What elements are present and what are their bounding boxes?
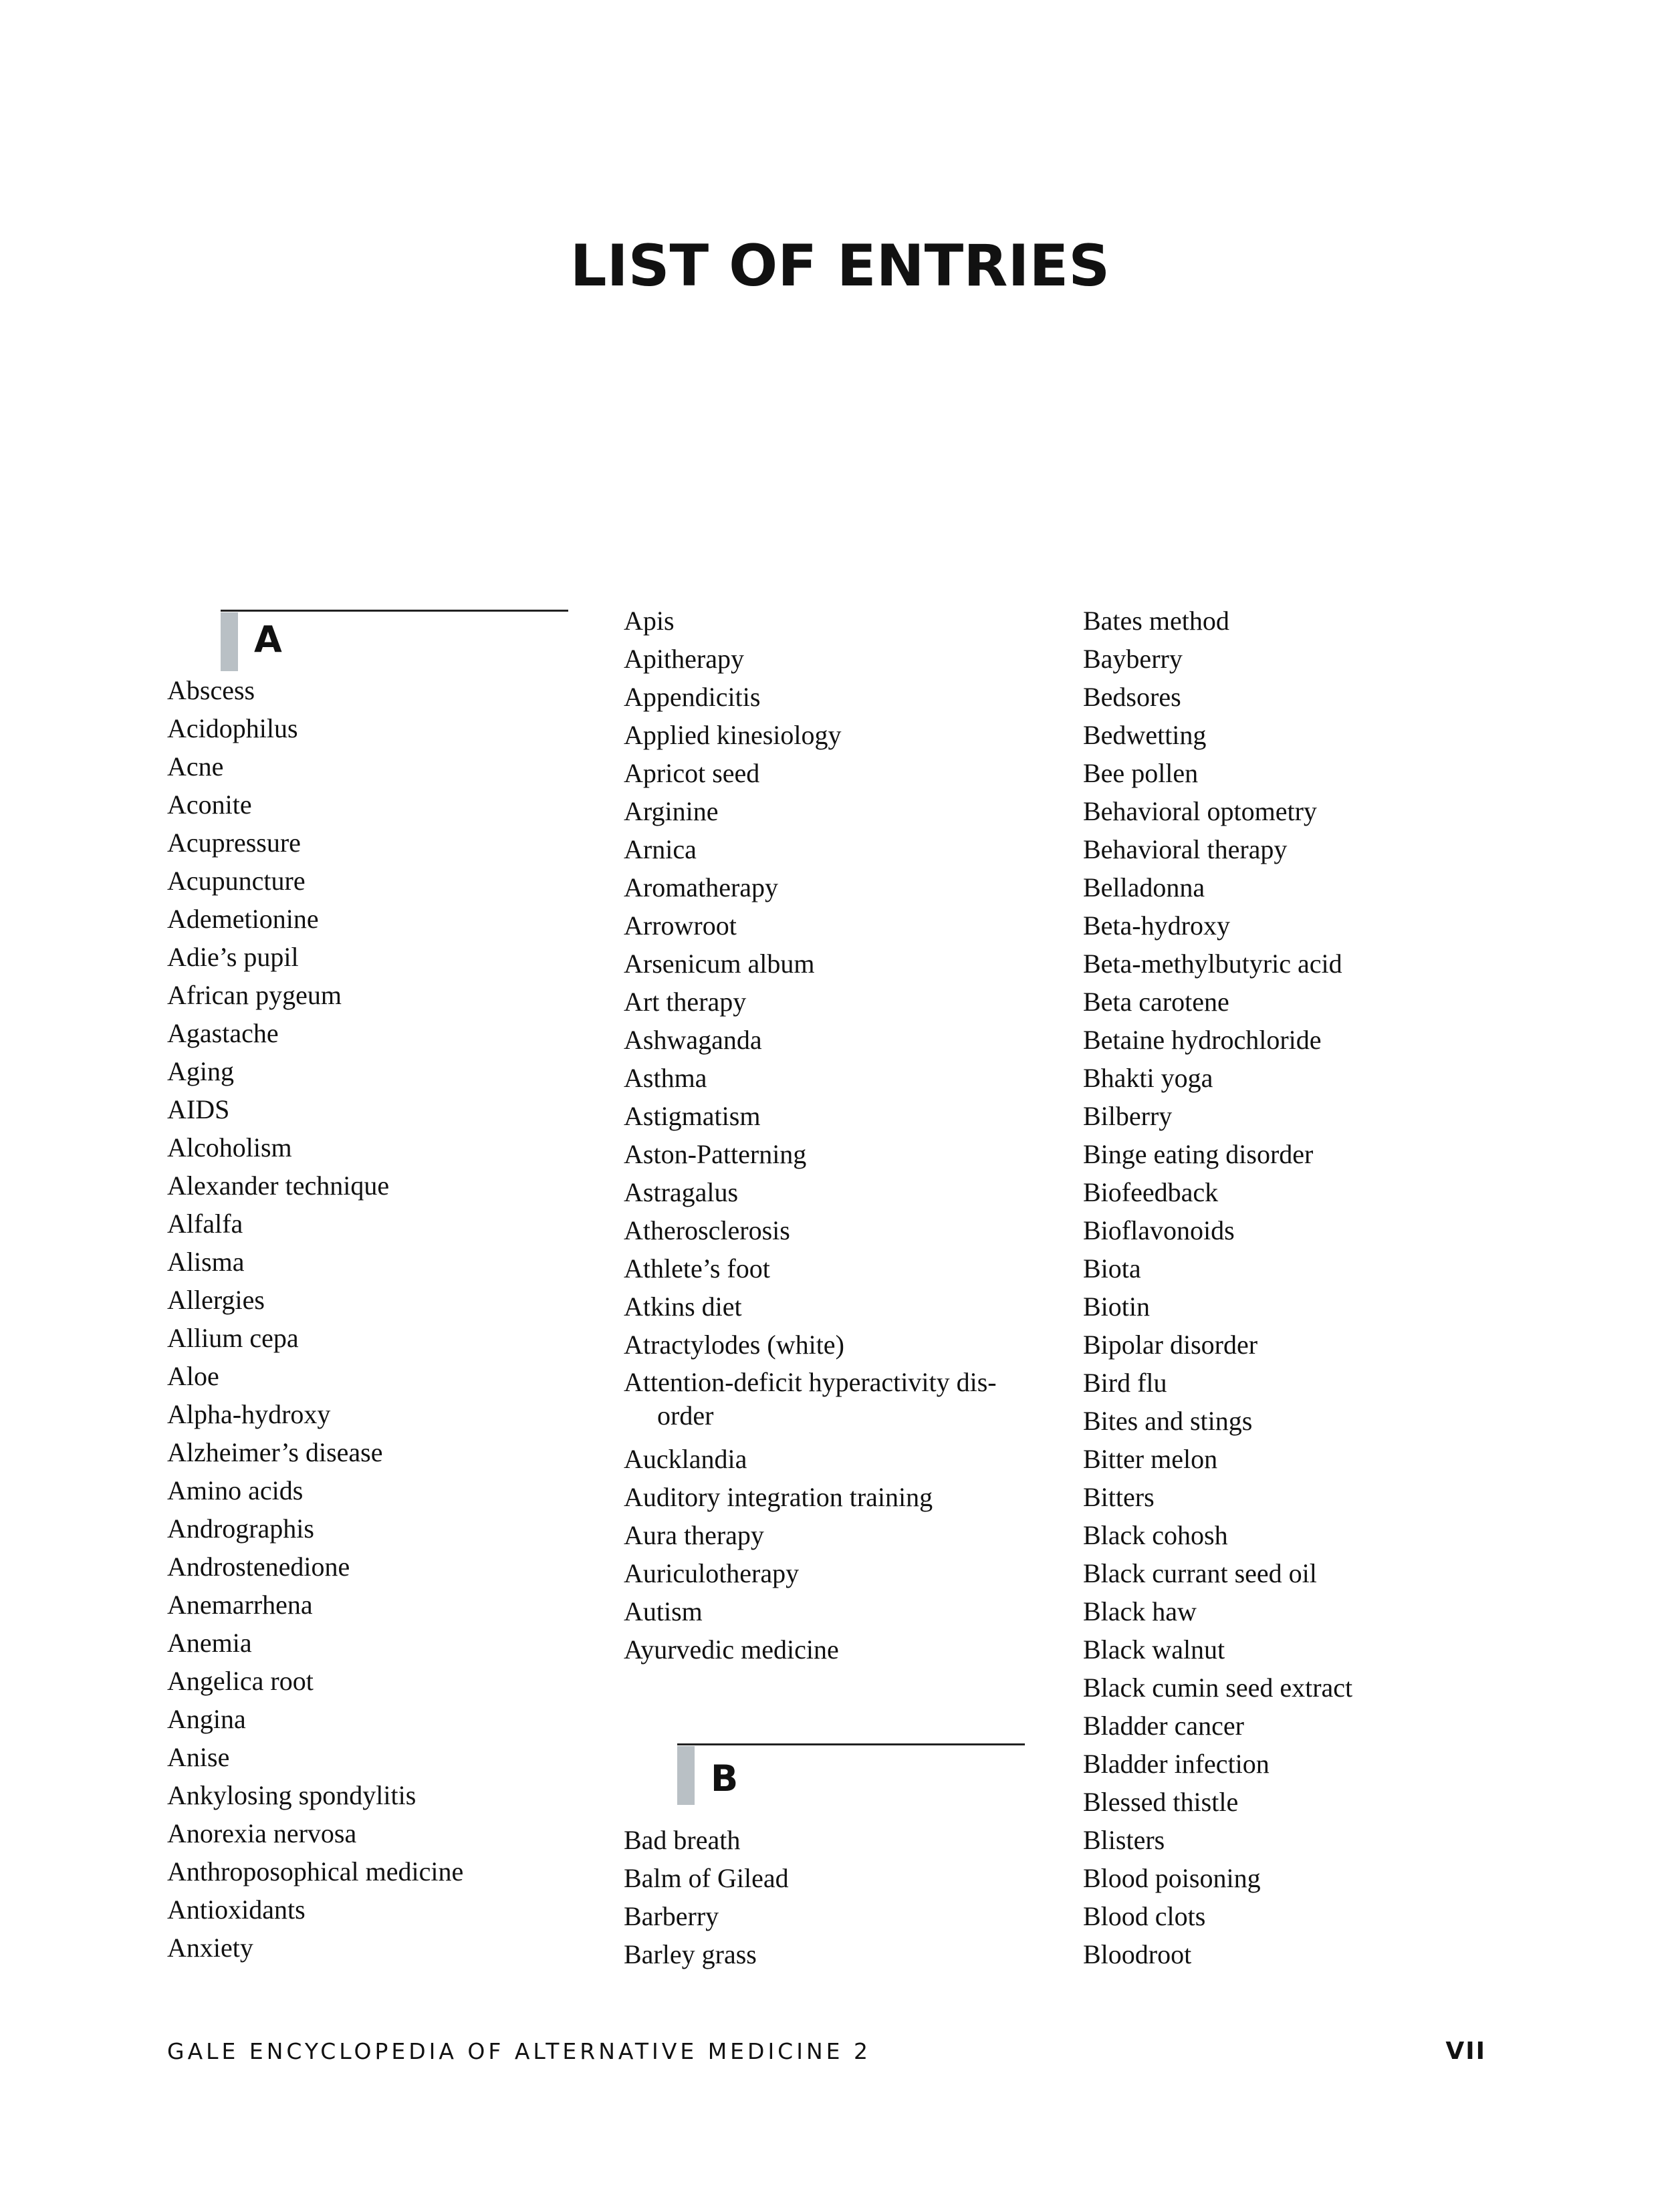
section-marker-bar	[221, 612, 238, 671]
entry-item: Blood clots	[1083, 1901, 1206, 1931]
section-header-a	[167, 602, 595, 671]
entry-item: Athlete’s foot	[624, 1253, 770, 1283]
entry-item: Anthroposophical medicine	[167, 1856, 464, 1886]
entry-item: Black currant seed oil	[1083, 1558, 1317, 1588]
entry-item: Blood poisoning	[1083, 1863, 1261, 1893]
entry-item: Betaine hydrochloride	[1083, 1025, 1322, 1055]
entry-item: Allium cepa	[167, 1323, 299, 1353]
page-title: LIST OF ENTRIES	[570, 233, 1110, 299]
entry-item: Aura therapy	[624, 1520, 764, 1550]
entry-item: Acupressure	[167, 828, 301, 858]
entry-item: Biotin	[1083, 1292, 1151, 1322]
page-footer	[167, 2038, 1486, 2065]
entry-item: Biota	[1083, 1253, 1141, 1283]
entry-item: Amino acids	[167, 1475, 304, 1505]
entry-item: Acne	[167, 751, 224, 781]
entry-item: Apis	[624, 606, 675, 636]
entry-item: Behavioral optometry	[1083, 796, 1317, 826]
section-b	[624, 1735, 1052, 1973]
entry-item: African pygeum	[167, 980, 342, 1010]
entry-item: Arrowroot	[624, 910, 737, 941]
page-number: VII	[1445, 2038, 1486, 2065]
entry-item: Atherosclerosis	[624, 1215, 790, 1245]
entry-item: Anemia	[167, 1628, 252, 1658]
entry-item: Auditory integration training	[624, 1482, 933, 1512]
entry-item: Anorexia nervosa	[167, 1818, 357, 1848]
entry-item: Auriculotherapy	[624, 1558, 800, 1588]
section-rule	[677, 1743, 1025, 1745]
entry-item: Bayberry	[1083, 644, 1183, 674]
entry-item: Appendicitis	[624, 682, 761, 712]
entry-item: Bedwetting	[1083, 720, 1207, 750]
entry-item: Asthma	[624, 1063, 707, 1093]
entry-item: Adie’s pupil	[167, 942, 299, 972]
entry-item: Bites and stings	[1083, 1406, 1253, 1436]
entry-item: Arnica	[624, 834, 697, 864]
entry-item: Allergies	[167, 1285, 265, 1315]
entry-item: Astragalus	[624, 1177, 739, 1207]
entry-item: Arginine	[624, 796, 719, 826]
entry-item: Bad breath	[624, 1825, 741, 1855]
entry-item: Bitter melon	[1083, 1444, 1218, 1474]
entry-item: Bee pollen	[1083, 758, 1199, 788]
entry-item: Ankylosing spondylitis	[167, 1780, 416, 1810]
entry-item: Blisters	[1083, 1825, 1165, 1855]
column-a	[167, 602, 595, 1967]
entry-item: Anxiety	[167, 1933, 253, 1963]
entry-list-a	[167, 671, 595, 1967]
entry-list-b-continued	[1083, 602, 1511, 1973]
entry-item: Alexander technique	[167, 1171, 390, 1201]
entry-item: Ashwaganda	[624, 1025, 762, 1055]
entry-item: Bilberry	[1083, 1101, 1173, 1131]
entry-item: Barley grass	[624, 1939, 757, 1969]
entry-item: Black cohosh	[1083, 1520, 1228, 1550]
entry-item: Apricot seed	[624, 758, 760, 788]
entry-item: Anise	[167, 1742, 230, 1772]
entry-item: Aucklandia	[624, 1444, 747, 1474]
entry-item: Acupuncture	[167, 866, 306, 896]
entry-item: Bladder cancer	[1083, 1711, 1244, 1741]
entry-item: Apitherapy	[624, 644, 744, 674]
entry-item: Attention-deficit hyperactivity dis- order	[624, 1367, 997, 1431]
section-letter-a: A	[254, 618, 282, 660]
column-b	[624, 602, 1052, 1973]
entry-item: Biofeedback	[1083, 1177, 1219, 1207]
entry-item: Barberry	[624, 1901, 719, 1931]
section-letter-b: B	[711, 1757, 739, 1800]
entry-item: Beta-methylbutyric acid	[1083, 949, 1342, 979]
entry-item: Behavioral therapy	[1083, 834, 1288, 864]
entry-item: Arsenicum album	[624, 949, 815, 979]
entry-item: AIDS	[167, 1094, 230, 1124]
entry-item: Androstenedione	[167, 1552, 350, 1582]
section-header-b	[624, 1735, 1052, 1821]
entry-item: Angelica root	[167, 1666, 314, 1696]
entry-item: Art therapy	[624, 987, 747, 1017]
entry-item: Binge eating disorder	[1083, 1139, 1314, 1169]
entry-item: Ademetionine	[167, 904, 319, 934]
entry-list-b	[624, 1821, 1052, 1973]
entry-item: Bloodroot	[1083, 1939, 1192, 1969]
entry-item: Bladder infection	[1083, 1749, 1270, 1779]
entry-item: Alcoholism	[167, 1132, 292, 1162]
entry-item: Bitters	[1083, 1482, 1155, 1512]
entry-item: Beta-hydroxy	[1083, 910, 1230, 941]
entry-item: Bhakti yoga	[1083, 1063, 1213, 1093]
section-rule	[221, 610, 568, 612]
entry-item: Black cumin seed extract	[1083, 1673, 1353, 1703]
entry-item: Abscess	[167, 675, 255, 705]
entry-item: Alzheimer’s disease	[167, 1437, 383, 1467]
entry-item: Bird flu	[1083, 1368, 1167, 1398]
entry-item: Atkins diet	[624, 1292, 742, 1322]
entry-item: Balm of Gilead	[624, 1863, 789, 1893]
entry-item: Bioflavonoids	[1083, 1215, 1235, 1245]
entry-list-a-continued	[624, 602, 1052, 1669]
entry-item: Acidophilus	[167, 713, 298, 743]
entry-item: Bates method	[1083, 606, 1229, 636]
entry-item: Bedsores	[1083, 682, 1181, 712]
entry-item: Antioxidants	[167, 1894, 306, 1925]
entry-item: Anemarrhena	[167, 1590, 313, 1620]
entry-item: Alisma	[167, 1247, 245, 1277]
entry-item: Aloe	[167, 1361, 219, 1391]
entry-item: Alpha-hydroxy	[167, 1399, 331, 1429]
entry-item: Alfalfa	[167, 1209, 243, 1239]
entry-item: Aging	[167, 1056, 234, 1086]
column-c	[1083, 602, 1511, 1973]
entry-item: Aston-Patterning	[624, 1139, 807, 1169]
publication-title: GALE ENCYCLOPEDIA OF ALTERNATIVE MEDICINE 2	[167, 2038, 871, 2064]
entry-item: Black haw	[1083, 1596, 1197, 1626]
entry-item: Applied kinesiology	[624, 720, 842, 750]
entry-item: Agastache	[167, 1018, 279, 1048]
entry-item: Blessed thistle	[1083, 1787, 1239, 1817]
entry-item: Belladonna	[1083, 872, 1205, 902]
section-marker-bar	[677, 1746, 695, 1805]
entry-item: Black walnut	[1083, 1634, 1225, 1665]
entry-item: Beta carotene	[1083, 987, 1229, 1017]
entry-item: Ayurvedic medicine	[624, 1634, 839, 1665]
entry-item: Aconite	[167, 789, 252, 820]
entry-item: Angina	[167, 1704, 246, 1734]
entry-item: Astigmatism	[624, 1101, 761, 1131]
entry-item: Atractylodes (white)	[624, 1330, 844, 1360]
entry-item: Aromatherapy	[624, 872, 779, 902]
entry-item: Andrographis	[167, 1513, 314, 1544]
entry-item: Bipolar disorder	[1083, 1330, 1258, 1360]
entry-item: Autism	[624, 1596, 703, 1626]
